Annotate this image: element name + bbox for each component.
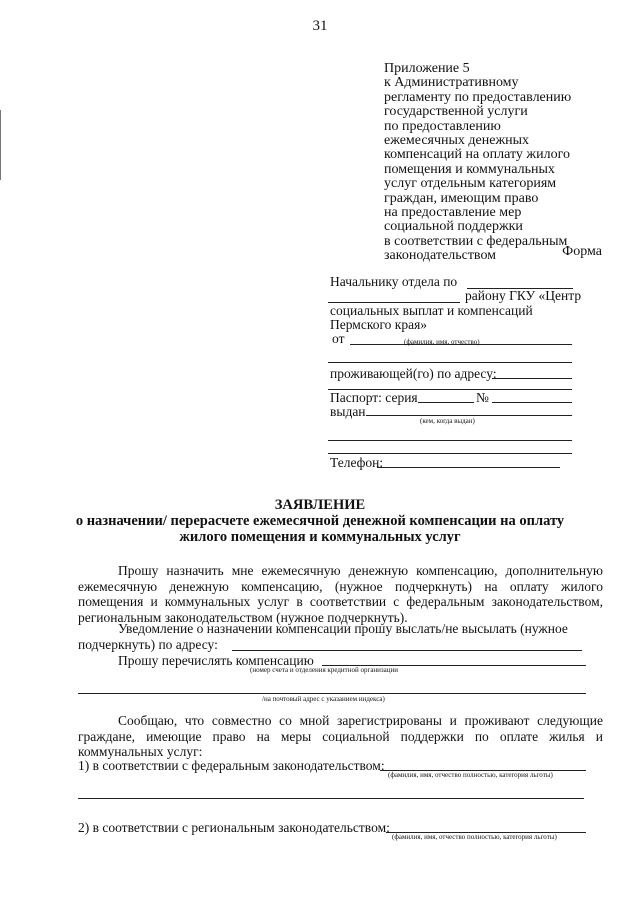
passport-number-field[interactable]	[492, 402, 572, 403]
phone-label: Телефон:	[330, 455, 384, 470]
residing-label: проживающей(го) по адресу:	[330, 366, 497, 381]
from-name-field-2[interactable]	[328, 362, 572, 363]
annex-line: на предоставление мер	[384, 205, 522, 221]
from-hint: (фамилия, имя, отчество)	[404, 338, 480, 346]
addressee-line4: Пермского края»	[330, 317, 428, 332]
annex-line: социальной поддержки	[384, 219, 523, 235]
addressee-line2: району ГКУ «Центр	[465, 288, 582, 303]
regional-item-hint: (фамилия, имя, отчество полностью, категория льготы)	[392, 833, 557, 841]
annex-line: государственной услуги	[384, 104, 528, 120]
passport-label: Паспорт: серия	[330, 390, 418, 405]
issued-field-3[interactable]	[328, 453, 572, 454]
statement-subtitle-2: жилого помещения и коммунальных услуг	[179, 529, 461, 545]
addressee-line1: Начальнику отдела по	[330, 274, 458, 289]
addressee-line3: социальных выплат и компенсаций	[330, 303, 533, 318]
annex-line: помещения и коммунальных	[384, 161, 555, 177]
from-label: от	[332, 331, 345, 346]
phone-field[interactable]	[377, 467, 560, 468]
statement-subtitle-1: о назначении/ перерасчете ежемесячной денежной компенсации на оплату	[75, 513, 565, 529]
annex-line: к Административному	[384, 75, 519, 91]
notification-paragraph: Уведомление о назначении компенсации прошу выслать/не высылать (нужное	[118, 621, 568, 636]
annex-line: по предоставлению	[384, 118, 501, 134]
notification-address-field[interactable]	[232, 650, 582, 651]
annex-line: граждан, имеющим право	[384, 190, 539, 206]
issued-hint: (кем, когда выдан)	[420, 417, 475, 425]
page-number: 31	[312, 18, 328, 34]
annex-line: услуг отдельным категориям	[384, 176, 557, 192]
postal-address-field[interactable]	[78, 693, 586, 694]
annex-line: ежемесячных денежных	[384, 133, 530, 149]
form-label: Форма	[562, 244, 602, 259]
annex-line: регламенту по предоставлению	[384, 89, 572, 105]
issued-field-2[interactable]	[328, 440, 572, 441]
address-field[interactable]	[492, 378, 572, 379]
scan-edge-line	[0, 110, 1, 180]
annex-line: в соответствии с федеральным	[384, 233, 568, 249]
notification-paragraph-end: подчеркнуть) по адресу:	[78, 637, 218, 652]
annex-block	[384, 62, 614, 264]
transfer-label: Прошу перечислять компенсацию	[118, 653, 314, 668]
federal-item-label: 1) в соответствии с федеральным законодательством:	[78, 758, 385, 773]
household-paragraph: Сообщаю, что совместно со мной зарегистрированы и проживают следующие граждане, имеющие право на меры социальной поддержки по оплате жилья и коммунальных услуг:	[78, 713, 603, 760]
issued-label: выдан	[330, 404, 366, 419]
annex-line: законодательством	[384, 248, 497, 264]
passport-series-field[interactable]	[418, 402, 474, 403]
statement-title: ЗАЯВЛЕНИЕ	[274, 497, 366, 513]
request-paragraph: Прошу назначить мне ежемесячную денежную компенсацию, дополнительную ежемесячную денежную компенсацию, (нужное подчеркнуть) на оплату жилого помещения и коммунальных услуг в соответствии с федеральным законодательством, региональным законодательством (нужное подчеркнуть).	[78, 563, 603, 625]
federal-item-hint: (фамилия, имя, отчество полностью, категория льготы)	[388, 771, 553, 779]
annex-line: компенсаций на оплату жилого	[384, 147, 570, 163]
federal-beneficiaries-field-2[interactable]	[78, 798, 584, 799]
postal-hint: /на почтовый адрес с указанием индекса)	[262, 695, 385, 703]
issued-field[interactable]	[366, 415, 572, 416]
account-hint: (номер счета и отделения кредитной организации	[250, 666, 399, 674]
passport-number-label: №	[476, 390, 489, 405]
regional-item-label: 2) в соответствии с региональным законодательством:	[78, 820, 390, 835]
annex-line: Приложение 5	[384, 61, 470, 76]
